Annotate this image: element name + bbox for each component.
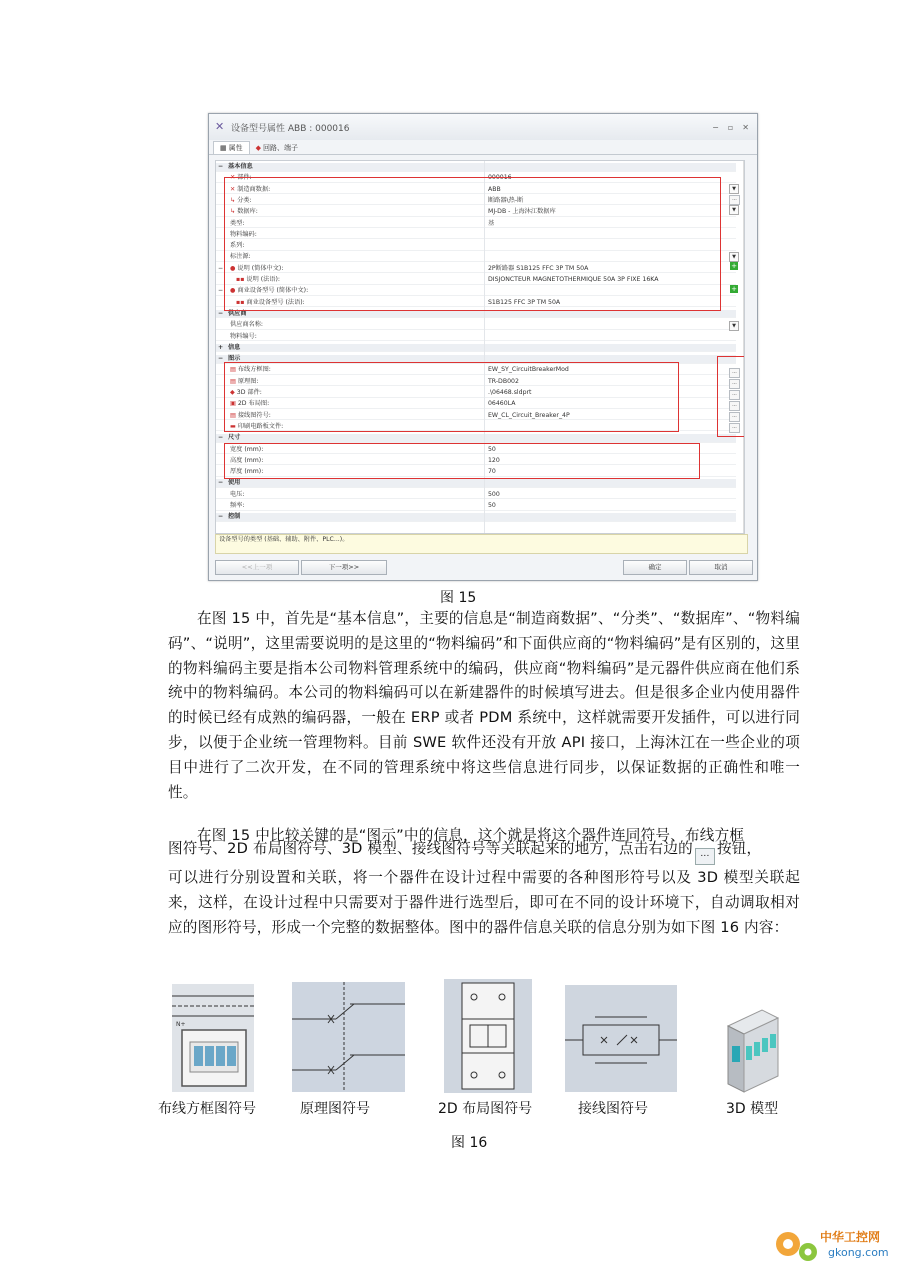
property-label-text: 供应商名称: — [230, 321, 264, 329]
property-label-text: 厚度 (mm): — [230, 468, 264, 476]
paragraph-2-line-2 — [168, 842, 800, 865]
cancel-button[interactable]: 取消 — [689, 560, 753, 575]
property-value[interactable]: 50 — [488, 445, 496, 453]
property-label-text: 高度 (mm): — [230, 456, 264, 464]
property-category[interactable] — [216, 434, 736, 443]
property-label-text: 频率: — [230, 502, 245, 509]
paragraph-2-text-a: 图符号、2D 布局图符号、3D 模型、接线图符号等关联起来的地方，点击右边的 — [168, 840, 693, 857]
terminal-wiring-symbol — [565, 985, 677, 1092]
dialog-title: 设备型号属性 ABB : 000016 — [231, 123, 350, 134]
property-type-icon: ▪▪ — [236, 276, 245, 283]
database-dropdown[interactable]: ▼ — [729, 205, 739, 215]
dialog-tabs — [209, 140, 757, 155]
standard-dropdown[interactable]: ▼ — [729, 252, 739, 262]
property-label-text: 原理图: — [237, 377, 259, 385]
category-browse-button[interactable]: ... — [729, 195, 740, 205]
expand-toggle-icon[interactable]: − — [218, 434, 224, 442]
property-type-icon: ✕ — [230, 185, 236, 193]
paragraph-2-rest: 可以进行分别设置和关联，将一个器件在设计过程中需要的各种图形符号以及 3D 模型关联起来，这样，在设计过程中只需要对于器件进行选型后，即可在不同的设计环境下，自动调取相对应的图形符号，形成一个完整的数据整体。图中的器件信息关联的信息分别为如下图 16 内容： — [168, 869, 800, 936]
add-description-button[interactable]: + — [731, 262, 737, 270]
property-label — [230, 491, 244, 499]
property-label-text: 说明 (简体中文): — [237, 264, 284, 272]
highlight-diagrams — [224, 362, 679, 432]
property-value[interactable]: S1B125 FFC 3P TM 50A — [488, 298, 561, 306]
3d-model-image — [716, 1006, 782, 1094]
paragraph-2-line-1: 在图 15 中比较关键的是“图示”中的信息，这个就是将这个器件连同符号、布线方框 — [197, 827, 745, 844]
property-type-icon: ▣ — [230, 400, 236, 408]
2d-layout-symbol — [444, 979, 532, 1093]
app-icon: ✕ — [215, 120, 225, 133]
property-label — [230, 502, 244, 510]
gear-logo-icon — [770, 1222, 822, 1270]
property-label-text: 印刷电路板文件: — [237, 422, 284, 430]
fig16-label-schematic: 原理图符号 — [300, 1101, 370, 1117]
wiring-block-diagram-symbol — [172, 984, 254, 1092]
property-type-icon: ▪▪ — [236, 298, 245, 306]
property-label-text: 部件: — [237, 174, 252, 182]
property-type-icon: ▤ — [230, 411, 236, 419]
property-label-text: 基本信息 — [228, 163, 253, 170]
property-type-icon: ● — [230, 287, 236, 295]
property-row[interactable] — [216, 321, 736, 330]
property-value[interactable]: TR-DB002 — [488, 377, 519, 385]
property-value[interactable]: 70 — [488, 468, 496, 476]
3d-part-browse-button[interactable]: ... — [729, 390, 740, 400]
property-value[interactable]: 2P断路器 S1B125 FFC 3P TM 50A — [488, 264, 589, 272]
property-label-text: 物料编码: — [230, 230, 257, 238]
property-value[interactable]: ABB — [488, 185, 501, 193]
minimize-icon[interactable]: − — [712, 122, 719, 132]
tab-properties-label: 属性 — [228, 144, 243, 152]
property-label-text: 物料编号: — [230, 332, 257, 340]
expand-toggle-icon[interactable]: − — [218, 287, 224, 295]
property-type-icon: ↳ — [230, 208, 236, 216]
property-type-icon: ↳ — [230, 196, 236, 204]
property-value[interactable]: DISJONCTEUR MAGNETOTHERMIQUE 50A 3P FIXE 16KA — [488, 276, 659, 283]
property-label — [228, 310, 247, 318]
manufacturer-dropdown[interactable]: ▼ — [729, 184, 739, 194]
property-value[interactable]: EW_CL_Circuit_Breaker_4P — [488, 411, 570, 419]
property-value[interactable]: 120 — [488, 456, 500, 464]
dialog-titlebar — [209, 114, 757, 140]
property-label-text: 控制 — [228, 513, 241, 521]
expand-toggle-icon[interactable]: − — [218, 264, 224, 272]
property-label — [228, 163, 253, 171]
property-value[interactable]: 06460LA — [488, 400, 516, 408]
fig16-label-2d-layout: 2D 布局图符号 — [438, 1101, 533, 1117]
watermark-url: gkong.com — [828, 1246, 889, 1259]
2d-layout-browse-button[interactable]: ... — [729, 401, 740, 411]
property-value[interactable]: .\06468.sldprt — [488, 389, 532, 396]
property-value[interactable]: EW_SY_CircuitBreakerMod — [488, 366, 569, 374]
ok-button[interactable]: 确定 — [623, 560, 687, 575]
fig16-label-3d-model: 3D 模型 — [726, 1101, 779, 1117]
tab-properties[interactable] — [213, 141, 250, 154]
ellipsis-button-icon: ... — [695, 848, 715, 865]
property-label-text: 标注源: — [230, 253, 251, 261]
vertical-scrollbar[interactable] — [743, 161, 745, 533]
property-category[interactable] — [216, 513, 736, 522]
paragraph-2-text-b: 按钮， — [716, 840, 762, 857]
next-button[interactable]: 下一项>> — [301, 560, 387, 575]
property-category[interactable] — [216, 344, 736, 353]
watermark-name: 中华工控网 — [820, 1230, 881, 1244]
property-label-text: 信息 — [228, 343, 241, 351]
fig16-label-terminal: 接线图符号 — [578, 1101, 648, 1117]
property-label-text: 尺寸 — [228, 434, 241, 442]
property-label — [230, 321, 263, 329]
property-value[interactable]: 000016 — [488, 174, 512, 182]
schematic-symbol — [292, 982, 405, 1092]
property-row[interactable] — [216, 502, 736, 511]
close-icon[interactable]: ✕ — [742, 122, 749, 132]
add-commercial-ref-button[interactable]: + — [731, 285, 737, 293]
supplier-dropdown[interactable]: ▼ — [729, 321, 739, 331]
pcb-file-browse-button[interactable]: ... — [729, 423, 740, 433]
property-label — [228, 479, 240, 487]
property-label-text: 商业设备型号 (法语): — [246, 298, 305, 306]
schematic-browse-button[interactable]: ... — [729, 379, 740, 389]
properties-icon: ▦ — [220, 144, 227, 152]
wiring-block-label: N+ — [176, 1021, 186, 1028]
property-description: 设备型号的类型 (基础、辅助、附件、PLC...)。 — [215, 534, 748, 554]
property-row[interactable] — [216, 491, 736, 500]
window-controls — [712, 123, 757, 132]
terminal-symbol-browse-button[interactable]: ... — [729, 412, 740, 422]
expand-toggle-icon[interactable]: − — [218, 513, 224, 521]
expand-toggle-icon[interactable]: − — [218, 163, 224, 170]
property-label-text: 商业设备型号 (简体中文): — [237, 287, 309, 295]
terminal-icon: ◆ — [255, 144, 262, 152]
property-type-icon: ● — [230, 264, 236, 272]
tab-circuits-label: 回路、端子 — [263, 144, 299, 152]
property-label — [228, 513, 240, 521]
device-properties-dialog — [208, 113, 758, 581]
property-label-text: 供应商 — [228, 309, 247, 317]
property-label-text: 说明 (法语): — [246, 276, 281, 283]
property-category[interactable] — [216, 163, 736, 172]
tab-circuits-terminals[interactable] — [250, 142, 304, 154]
expand-toggle-icon[interactable]: + — [218, 343, 224, 351]
property-row[interactable] — [216, 333, 736, 342]
fig16-label-wiring: 布线方框图符号 — [158, 1101, 256, 1117]
property-type-icon: ◆ — [230, 389, 235, 396]
property-type-icon: ✕ — [230, 174, 236, 182]
property-label-text: 宽度 (mm): — [230, 445, 264, 453]
property-category[interactable] — [216, 310, 736, 319]
paragraph-1: 在图 15 中，首先是“基本信息”，主要的信息是“制造商数据”、“分类”、“数据库”、“物料编码”、“说明”，这里需要说明的是这里的“物料编码”和下面供应商的“物料编码”是有区别的，这里的物料编码主要是指本公司物料管理系统中的编码，供应商“物料编码”是元器件供应商在他们系统中的物料编码。本公司的物料编码可以在新建器件的时候填写进去。但是很多企业内使用器件的时候已经有成熟的编码器，一般在 ERP 或者 PDM 系统中，这样就需要开发插件，可以进行同步，以便于企业统一管理物料。目前 SWE 软件还没有开放 API 接口，上海沐江在一些企业的项目中进行了二次开发，在不同的管理系统中将这些信息进行同步，以保证数据的正确性和唯一性。 — [168, 610, 800, 801]
property-label-text: 分类: — [237, 196, 252, 204]
highlight-dimensions — [224, 443, 700, 479]
figure-16-caption: 图 16 — [451, 1135, 488, 1151]
property-type-icon: ▬ — [230, 422, 236, 430]
property-label-text: 2D 布局图: — [237, 400, 270, 408]
property-label — [228, 344, 240, 352]
expand-toggle-icon[interactable]: − — [218, 479, 224, 487]
property-label-text: 布线方框图: — [237, 366, 271, 374]
property-label-text: 制造商数据: — [237, 185, 271, 193]
property-label — [228, 434, 240, 442]
property-label-text: 电压: — [230, 490, 245, 498]
property-type-icon: ▤ — [230, 377, 236, 385]
figure-15-caption: 图 15 — [440, 590, 477, 606]
property-label-text: 数据库: — [237, 208, 258, 216]
gkong-watermark — [770, 1222, 898, 1272]
dialog-button-bar — [209, 556, 757, 578]
property-grid — [215, 160, 745, 534]
property-label-text: 图示 — [228, 355, 241, 363]
highlight-basic-info — [224, 177, 721, 311]
wiring-diagram-browse-button[interactable]: ... — [729, 368, 740, 378]
property-label — [230, 333, 257, 341]
property-label-text: 接线图符号: — [237, 411, 271, 419]
property-value[interactable]: 50 — [488, 502, 496, 509]
property-value[interactable]: 500 — [488, 490, 500, 498]
maximize-icon[interactable]: ▫ — [727, 122, 734, 132]
expand-toggle-icon[interactable]: − — [218, 309, 224, 317]
property-category[interactable] — [216, 479, 736, 488]
property-value[interactable]: 基 — [488, 219, 495, 227]
property-value[interactable]: 断路器\热-断 — [488, 196, 524, 204]
previous-button[interactable]: <<上一项 — [215, 560, 299, 575]
property-value[interactable]: MJ-DB - 上海沐江数据库 — [488, 208, 556, 216]
property-label-text: 类型: — [230, 219, 245, 227]
property-label-text: 系列: — [230, 242, 245, 250]
property-type-icon: ▤ — [230, 366, 236, 374]
expand-toggle-icon[interactable]: − — [218, 355, 224, 363]
property-label-text: 3D 部件: — [236, 389, 262, 396]
property-label-text: 使用 — [228, 479, 241, 487]
